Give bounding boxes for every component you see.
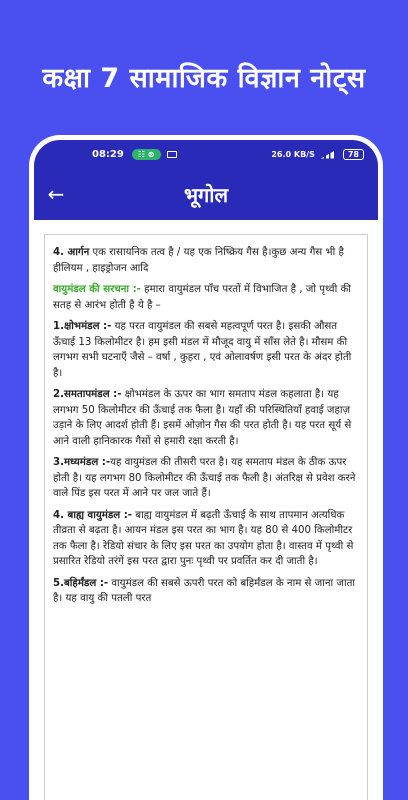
status-time: 08:29 <box>92 148 124 160</box>
status-bar <box>34 140 378 168</box>
para-text: हमारा वायुमंडल पाँच परतों में विभाजित है , जो पृथ्वी की सतह से आरंभ होती है ये है – <box>53 284 351 311</box>
para-heading: 5.बहिर्मंडल :- <box>53 577 109 589</box>
para-text: यह परत वायुमंडल की सबसे महत्वपूर्ण परत है। इसकी औसत ऊँचाई 13 किलोमीटर है। हम इसी मंडल में मौजूद वायु में साँस लेते है। मौसम की लगभग सभी घटनाएँ जैसे – वर्षा , कुहरा , एवं ओलावर्षण इसी परत के अंदर होती है। <box>53 321 352 379</box>
para-heading: 1.क्षोभमंडल :- <box>53 321 112 332</box>
para-text: वायुमंडल की सबसे ऊपरी परत को बहिर्मंडल के नाम से जाना जाता है। यह वायु की पतली परत <box>53 577 356 604</box>
app-bar <box>34 168 378 220</box>
signal-icon <box>321 150 337 159</box>
network-speed: 26.0 KB/S <box>271 149 315 159</box>
status-right <box>271 149 364 160</box>
paragraph <box>53 455 359 502</box>
para-heading: 2.समतापमंडल :- <box>53 389 122 400</box>
battery-level: 78 <box>343 149 364 160</box>
para-text: क्षोभमंडल के ऊपर का भाग समताप मंडल कहलाता है। यह लगभग 50 किलोमीटर की ऊँचाई तक फैला है। यहाँ की परिस्थितियाँ हवाई जहाज़ उड़ाने के लिए आदर्श होती हैं। इसमें ओज़ोन गैस की परत होती है। यह परत सूर्य से आने वाली हानिकारक गैसों से हमारी रक्षा करती है। <box>53 389 352 447</box>
paragraph <box>53 282 359 313</box>
para-heading: 4. बाह्य वायुमंडल :- <box>53 509 133 521</box>
para-heading: वायुमंडल की सरचना :- <box>53 284 141 295</box>
para-text: बाह्य वायुमंडल में बढ़ती ऊँचाई के साथ तापमान अत्यधिक तीव्रता से बढ़ता है। आयन मंडल इस परत का भाग है। यह 80 से 400 किलोमीटर तक फैला है। रेडियो संचार के लिए इस परत का उपयोग होता है। वास्तव में पृथ्वी से प्रसारित रेडियो तरंगें इस परत द्वारा पुनः पृथ्वी पर प्रवर्तित कर दी जाती है। <box>53 509 354 567</box>
paragraph <box>53 508 359 570</box>
sim-icon <box>167 151 177 158</box>
paragraph <box>53 387 359 449</box>
page-title: भूगोल <box>183 182 229 207</box>
paragraph <box>53 576 359 607</box>
content-area[interactable] <box>34 220 378 800</box>
paragraph <box>53 245 359 276</box>
phone-frame <box>34 140 378 800</box>
para-text: एक रासायनिक तत्व है / यह एक निष्क्रिय गैस है।कुछ अन्य गैस भी है हीलियम , हाइड्रोजन आदि <box>53 247 344 274</box>
para-heading: 4. आर्गन <box>53 247 90 258</box>
banner-title: कक्षा 7 सामाजिक विज्ञान नोट्स <box>42 63 366 94</box>
hotspot-pill: ☷ ⊗ <box>132 149 161 160</box>
back-arrow-icon[interactable]: ← <box>47 182 65 206</box>
notes-card <box>44 234 368 800</box>
paragraph <box>53 319 359 381</box>
para-text: यह वायुमंडल की तीसरी परत है। यह समताप मंडल के ठीक ऊपर होती है। यह लगभग 80 किलोमीटर की ऊँचाई तक फैली है। अंतरिक्ष से प्रवेश करने वाले पिंड इस परत में आने पर जल जाते हैं। <box>53 457 356 499</box>
para-heading: 3.मध्यमंडल :- <box>53 457 111 468</box>
